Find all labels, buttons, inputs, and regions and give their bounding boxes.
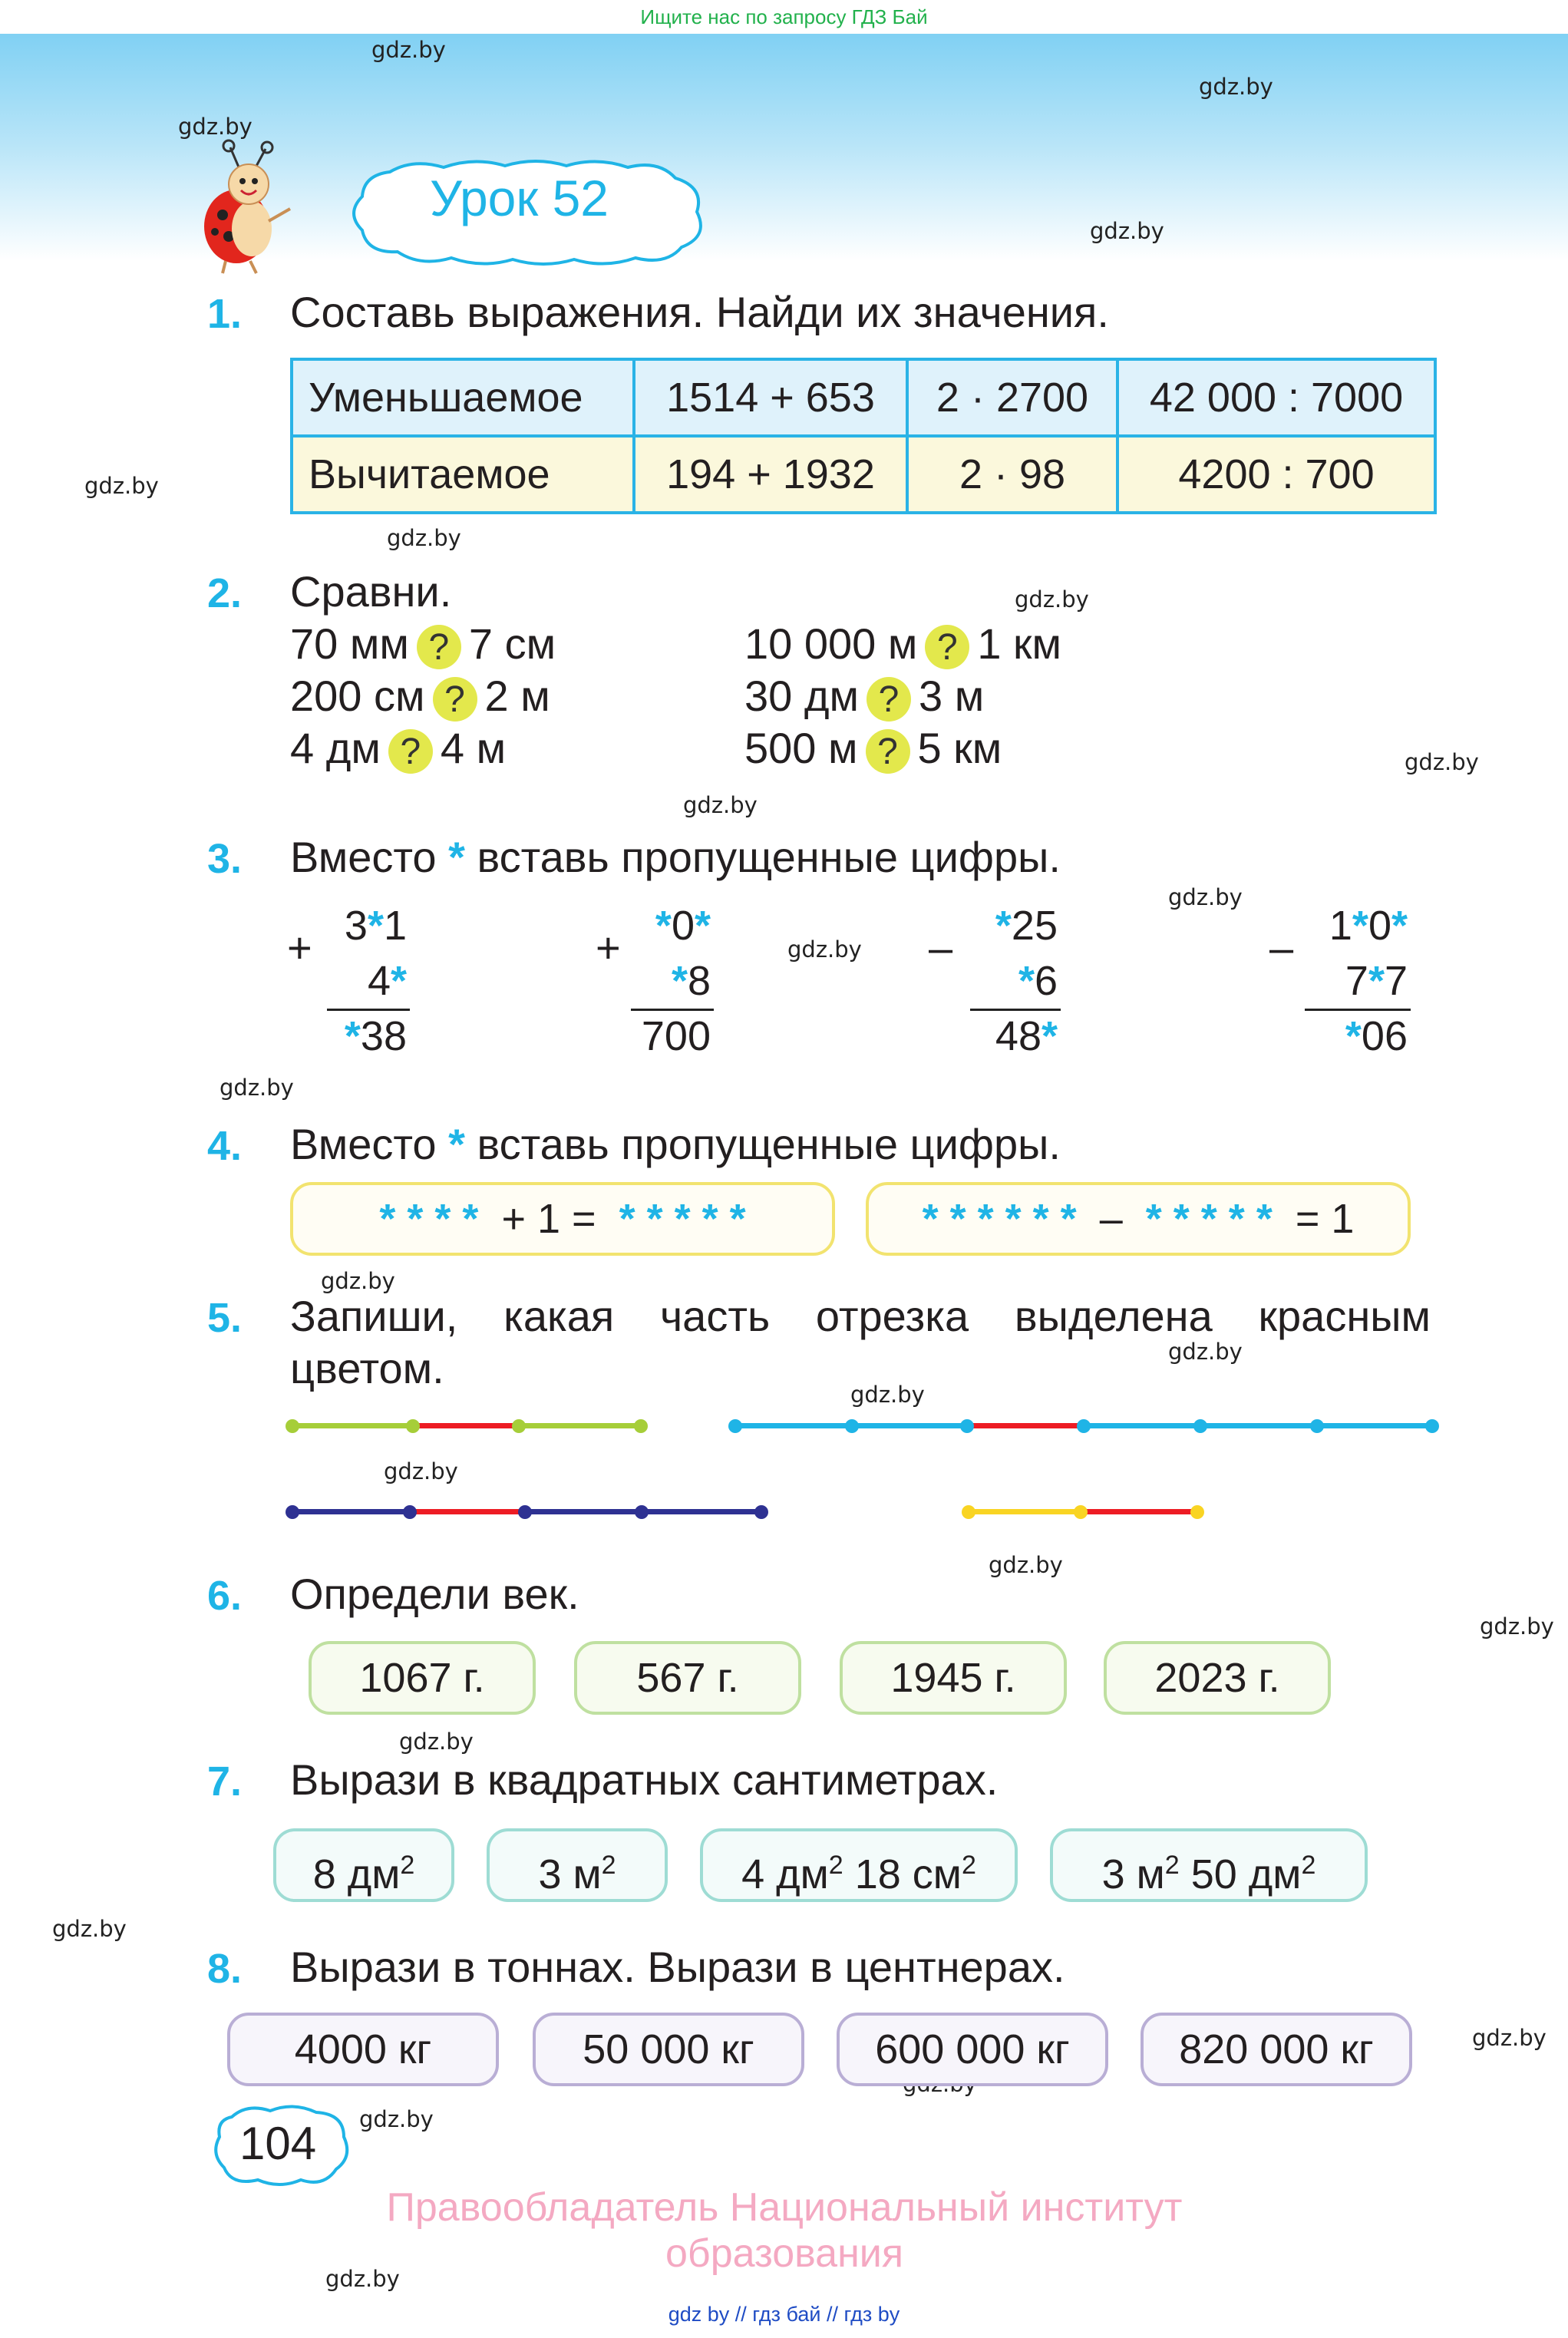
comparison-item: 70 мм ? 7 см: [290, 619, 556, 669]
column-subtraction: *25 *6 48*: [973, 898, 1058, 1064]
task-number: 3.: [207, 836, 243, 882]
year-box: 1945 г.: [840, 1641, 1067, 1715]
watermark: gdz.by: [1168, 1339, 1243, 1365]
table-cell: 42 000 : 7000: [1117, 359, 1435, 436]
watermark: gdz.by: [1480, 1613, 1554, 1640]
segment-point: [962, 1505, 975, 1519]
watermark: gdz.by: [371, 37, 446, 63]
segment-part-red: [967, 1423, 1084, 1428]
minus-sign: –: [929, 923, 953, 972]
comparison-item: 200 см ? 2 м: [290, 672, 550, 721]
task-number: 2.: [207, 570, 243, 616]
top-banner: Ищите нас по запросу ГДЗ Бай: [0, 0, 1568, 34]
segment-point: [286, 1505, 299, 1519]
bottom-links[interactable]: gdz by // гдз бай // гдз by: [668, 2303, 900, 2326]
segment-point: [286, 1419, 299, 1433]
area-box: 8 $дм^2$: [273, 1828, 454, 1902]
watermark: gdz.by: [359, 2106, 434, 2132]
equation-box: * * * * * * – * * * * * = 1: [866, 1182, 1411, 1256]
area-box: 3 $м^2$: [487, 1828, 668, 1902]
watermark: gdz.by: [1168, 884, 1243, 910]
table-row: [292, 436, 1435, 513]
segment-point: [1074, 1505, 1088, 1519]
table-cell: 2 · 2700: [907, 359, 1117, 436]
watermark: gdz.by: [850, 1382, 925, 1408]
plus-sign: +: [596, 923, 621, 972]
area-box: 3 $м^2$ 50 $дм^2$: [1050, 1828, 1368, 1902]
segment-part: [969, 1509, 1081, 1514]
segment-point: [1190, 1505, 1204, 1519]
segment-point: [1193, 1419, 1207, 1433]
watermark: gdz.by: [178, 114, 253, 140]
task-text: Сравни.: [290, 567, 452, 616]
segment-part: [1084, 1423, 1432, 1428]
task-text: Вырази в квадратных сантиметрах.: [290, 1755, 999, 1804]
watermark: gdz.by: [683, 792, 758, 818]
segment-part: [292, 1509, 410, 1514]
task-text: Определи век.: [290, 1570, 579, 1618]
copyright-footer: Правообладатель Национальный институт образования: [386, 2185, 1183, 2276]
segment-point: [1425, 1419, 1439, 1433]
segment-point: [1077, 1419, 1091, 1433]
segment-part-red: [413, 1423, 519, 1428]
table-cell: 1514 + 653: [634, 359, 907, 436]
year-box: 2023 г.: [1104, 1641, 1331, 1715]
watermark: gdz.by: [989, 1552, 1063, 1578]
ladybug-icon: [192, 138, 299, 276]
table-row: [292, 359, 1435, 436]
segment-part-red: [410, 1509, 525, 1514]
segment-part: [519, 1423, 642, 1428]
watermark: gdz.by: [387, 525, 461, 551]
column-addition: *0* *8 700: [634, 898, 711, 1064]
plus-sign: +: [287, 923, 312, 972]
question-icon: ?: [388, 729, 433, 774]
table-cell: 2 · 98: [907, 436, 1117, 513]
question-icon: ?: [433, 677, 477, 722]
watermark: gdz.by: [399, 1729, 474, 1755]
watermark: gdz.by: [325, 2266, 400, 2292]
segment-part: [292, 1423, 413, 1428]
task-text: Вместо * вставь пропущенные цифры.: [290, 1120, 1061, 1168]
watermark: gdz.by: [1472, 2025, 1547, 2051]
watermark: gdz.by: [1405, 749, 1479, 775]
comparison-item: 30 дм ? 3 м: [744, 672, 985, 721]
segment-point: [1310, 1419, 1324, 1433]
mass-box: 820 000 кг: [1141, 2013, 1412, 2086]
lesson-title: Урок 52: [430, 170, 609, 226]
comparison-item: 500 м ? 5 км: [744, 724, 1002, 773]
expression-table: [290, 358, 1437, 514]
mass-box: 4000 кг: [227, 2013, 499, 2086]
watermark: gdz.by: [1015, 586, 1089, 613]
task-number: 6.: [207, 1573, 243, 1619]
equation-box: * * * * + 1 = * * * * *: [290, 1182, 835, 1256]
year-box: 1067 г.: [309, 1641, 536, 1715]
question-icon: ?: [417, 625, 461, 669]
table-cell: 194 + 1932: [634, 436, 907, 513]
mass-box: 600 000 кг: [837, 2013, 1108, 2086]
segment-point: [403, 1505, 417, 1519]
task-number: 5.: [207, 1295, 243, 1341]
question-icon: ?: [867, 677, 911, 722]
task-number: 7.: [207, 1758, 243, 1805]
watermark: gdz.by: [384, 1458, 458, 1484]
area-box: 4 $дм^2$ 18 $см^2$: [700, 1828, 1018, 1902]
year-box: 567 г.: [574, 1641, 801, 1715]
task-text: Вырази в тоннах. Вырази в центнерах.: [290, 1943, 1065, 1991]
segment-point: [512, 1419, 526, 1433]
watermark: gdz.by: [220, 1075, 294, 1101]
watermark: gdz.by: [52, 1916, 127, 1942]
segment-point: [960, 1419, 974, 1433]
segment-point: [635, 1505, 649, 1519]
page-number: 104: [239, 2118, 317, 2169]
task-text-cont: цветом.: [290, 1344, 444, 1392]
task-text: Составь выражения. Найди их значения.: [290, 288, 1109, 336]
task-text: Вместо * вставь пропущенные цифры.: [290, 833, 1061, 881]
segment-part-red: [1081, 1509, 1197, 1514]
segment-point: [845, 1419, 859, 1433]
table-cell: 4200 : 700: [1117, 436, 1435, 513]
table-cell: Уменьшаемое: [292, 359, 634, 436]
minus-sign: –: [1269, 923, 1294, 972]
task-text: Запиши, какая часть отрезка выделена красным: [290, 1292, 1431, 1340]
table-cell: Вычитаемое: [292, 436, 634, 513]
segment-point: [518, 1505, 532, 1519]
watermark: gdz.by: [321, 1268, 395, 1294]
question-icon: ?: [925, 625, 969, 669]
question-icon: ?: [866, 729, 910, 774]
column-addition: 3*1 4* *38: [330, 898, 407, 1064]
segment-point: [728, 1419, 742, 1433]
watermark: gdz.by: [1199, 74, 1273, 100]
comparison-item: 10 000 м ? 1 км: [744, 619, 1062, 669]
column-subtraction: 1*0* 7*7 *06: [1308, 898, 1408, 1064]
comparison-item: 4 дм ? 4 м: [290, 724, 507, 773]
task-number: 1.: [207, 291, 243, 337]
watermark: gdz.by: [1090, 218, 1164, 244]
mass-box: 50 000 кг: [533, 2013, 804, 2086]
segment-point: [634, 1419, 648, 1433]
watermark: gdz.by: [84, 473, 159, 499]
watermark: gdz.by: [787, 936, 862, 963]
segment-point: [406, 1419, 420, 1433]
task-number: 8.: [207, 1946, 243, 1992]
task-number: 4.: [207, 1123, 243, 1169]
segment-point: [754, 1505, 768, 1519]
